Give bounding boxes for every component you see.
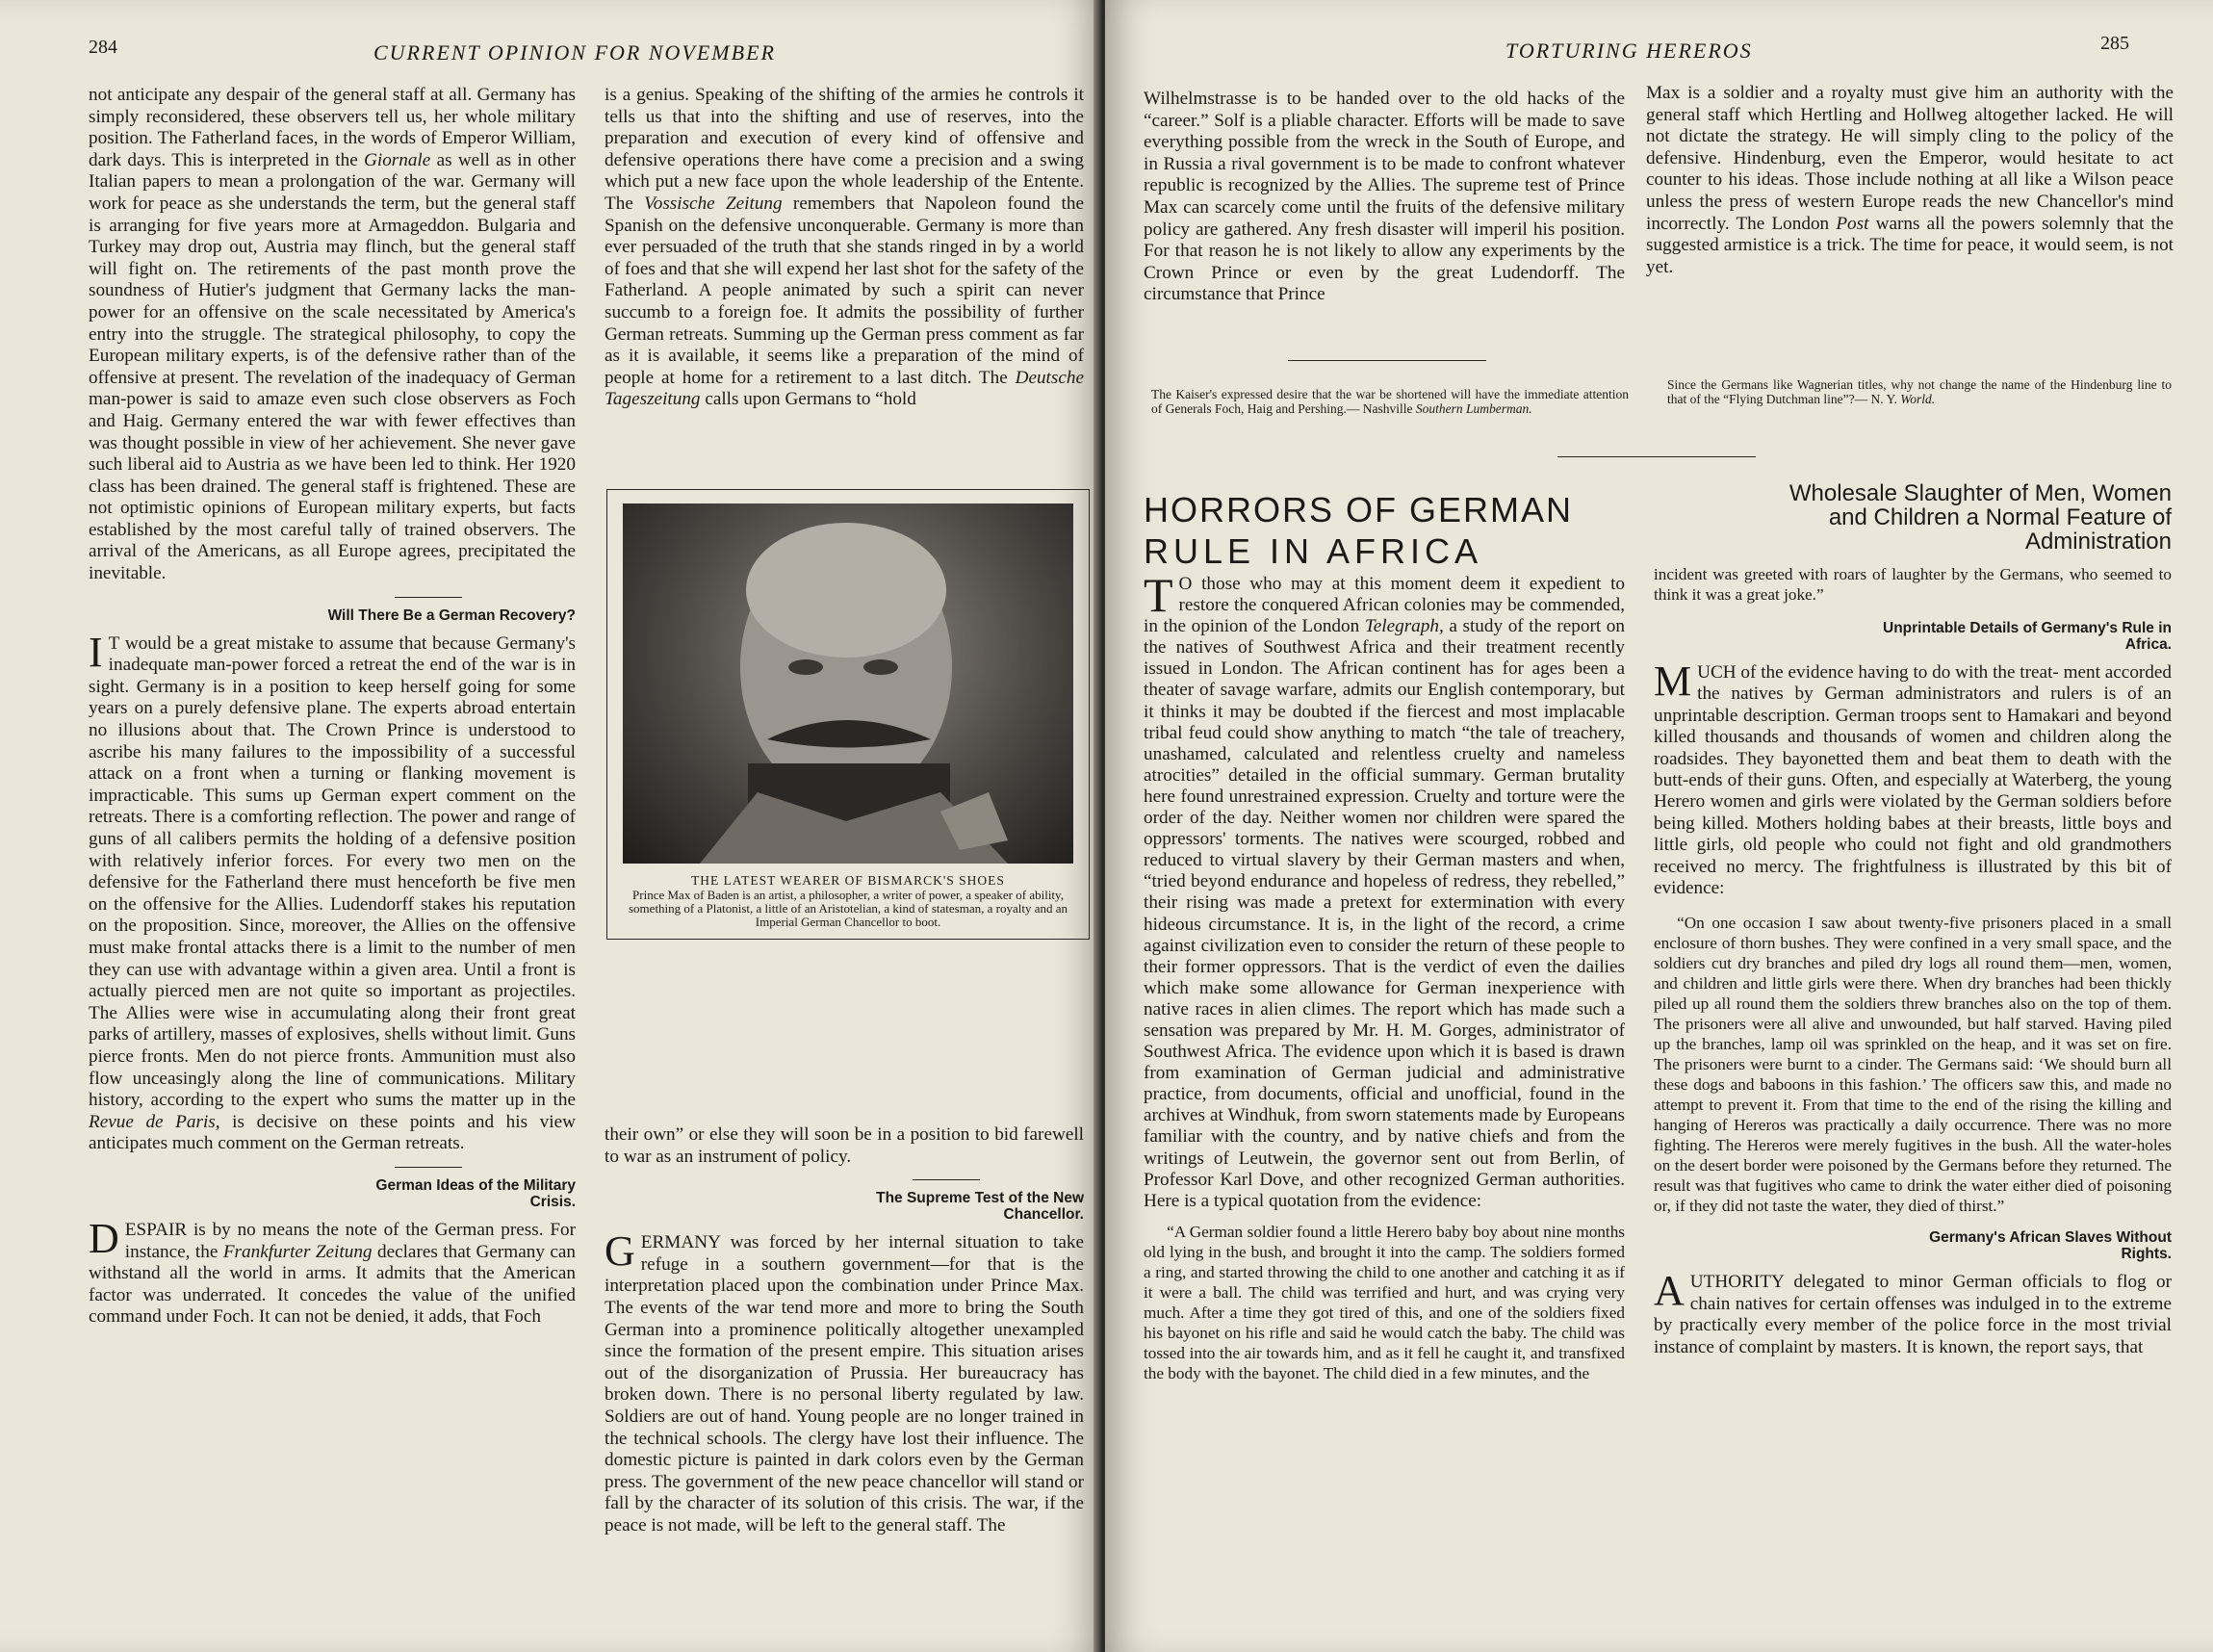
article-title-line-1: HORRORS OF GERMAN (1144, 490, 1574, 529)
page-number: 285 (2100, 33, 2129, 54)
portrait-frame (606, 489, 1090, 940)
column-left-2 (605, 85, 1084, 411)
article-title-line-2: RULE IN AFRICA (1144, 531, 1483, 571)
column-right-1 (1144, 568, 1625, 1383)
portrait-illustration (623, 503, 1073, 864)
section-rule (913, 1179, 980, 1180)
column-left-2-lower (605, 1124, 1084, 1537)
page-number: 284 (89, 37, 117, 58)
paragraph: T O those who may at this moment deem it expedient to restore the conquered African colonies may be commended, in the opinion of the London Telegraph, a study of the report on the natives of Southwest Africa and their treatment recently issued in London. The African continent has for ages been a theater of savage warfare, admits our English contemporary, but it thinks it may be doubted if the fiercest and most implacable tribal feud could show anything to match “the tale of treachery, unashamed, calculated and relentless cruelty and nameless atrocities” detailed in the official summary. German brutality here found unrestrained expression. Cruelty and torture were the order of the day. Neither women nor children were spared the oppressors' torments. The natives were scourged, robbed and reduced to virtual slavery by their German masters and when, “tried beyond endurance and hopeless of redress, they rebelled,” their rising was made a pretext for extermination with every hideous circumstance. It is, in the light of the record, a crime against civilization even to consider the return of these people to their former oppressors. That is the verdict of even the dailies which make some allowance for German inexperience with native races in alien climes. The report which has made such a sensation was prepared by Mr. H. M. Gorges, administrator of Southwest Africa. The evidence upon which it is based is drawn from examination of German judicial and administrative practice, from documents, official and unofficial, found in the archives at Windhuk, from sworn statements made by Europeans familiar with the country, and by native chiefs and from the writings of Leutwein, the governor sent out from Berlin, of Professor Karl Dove, and other recognized German authorities. Here is a typical quotation from the evidence: (1144, 568, 1625, 1211)
section-subhead: Unprintable Details of Germany's Rule in Africa. (1883, 620, 2172, 653)
drop-cap: D (89, 1214, 119, 1262)
portrait-photo (623, 503, 1073, 864)
section-rule (395, 1167, 462, 1168)
left-page (0, 0, 1101, 1652)
paragraph: GERMANY was forced by her internal situation to take refuge in a southern government—for that is the interpretation placed upon the combination under Prince Max. The events of the war tend more and more to bring the South German into a prominence politically altogether unexampled since the formation of the present empire. This situation arises out of the disorganization of Prussia. Her bureaucracy has broken down. There is no personal liberty regulated by law. Soldiers are out of hand. Young people are no longer trained in the technical schools. The clergy have lost their influence. The domestic picture is painted in dark colors even by the German press. The government of the new peace chancellor will stand or fall by the character of its solution of this crisis. The war, if the peace is not made, will be left to the general staff. The (605, 1227, 1084, 1536)
paragraph: AUTHORITY delegated to minor German officials to flog or chain natives for certain offenses was indulged in to the extreme by practically every member of the police force in the most trivial instance of complaint by masters. It is known, the report says, that (1654, 1267, 2172, 1357)
paragraph: I T would be a great mistake to assume that because Germany's inadequate man-power forced a retreat the end of the war is in sight. Germany is in a position to keep herself going for some years on a purely defensive plane. The experts abroad entertain no illusions about that. The Crown Prince is understood to ascribe his many failures to the impossibility of a successful attack on a front when a turning or flanking movement is impracticable. This sums up German expert comment on the retreats. There is a comforting reflection. The power and range of guns of all calibers permits the holding of a defensive position with relatively inferior forces. For every two men on the defensive for the Fatherland there must henceforth be five men on the offensive for the Allies. Ludendorff stakes his reputation on the proposition. Since, moreover, the Allies on the offensive must make frontal attacks there is a limit to the number of men they can use with advantage within a given area. Until a front is actually pierced men are not quite so important as projectiles. The Allies were wise in accumulating along their front great parks of artillery, masses of explosives, shells without limit. Guns pierce fronts. Men do not pierce fronts. Ammunition must also flow unceasingly along the line of communications. Military history, according to the expert who sums the matter up in the Revue de Paris, is decisive on these points and his view anticipates much comment on the German retreats. (89, 628, 576, 1154)
quote-block: “On one occasion I saw about twenty-five prisoners placed in a small enclosure of thorn bushes. They were confined in a very small space, and the soldiers cut dry branches and piled dry logs all round them—men, women, and children and little girls were there. When dry branches had been thickly piled up all round them the soldiers threw branches also on the top of them. The prisoners were all alive and unwounded, but half starved. Having piled up the branches, lamp oil was sprinkled on the heap, and it was set on fire. The prisoners were burnt to a cinder. The Germans said: ‘We should burn all these dogs and baboons in this fashion.’ The officers saw this, and made no attempt to prevent it. From that time to the end of the rising the killing and hanging of Hereros was practically a daily occurrence. There was no more fighting. The Hereros were merely fugitives in the bush. All the water-holes on the desert border were poisoned by the Germans before they returned. The result was that fugitives who came to drink the water either died of poisoning or, if they did not taste the water, they died of thirst.” (1654, 914, 2172, 1216)
drop-cap: G (605, 1227, 635, 1276)
article-title (1144, 489, 1625, 572)
paragraph: Wilhelmstrasse is to be handed over to the old hacks of the “career.” Solf is a pliable character. Efforts will be made to save everything possible from the wreck in the South of Europe, and in Russia a rival government is to be made to confront whatever republic is recognized by the Allies. The supreme test of Prince Max can scarcely come until the fruits of the defensive military policy are gathered. Any fresh disaster will imperil his position. For that reason he is not likely to allow any experiments by the Crown Prince or even by the great Ludendorff. The circumstance that Prince (1144, 89, 1625, 305)
photo-caption-text: Prince Max of Baden is an artist, a philosopher, a writer of power, a speaker of ability, something of a Platonist, a little of an Aristotelian, a kind of statesman, a royalty and an Imperial German Chancellor to boot. (629, 888, 1068, 929)
section-subhead: German Ideas of the Military Crisis. (375, 1176, 576, 1210)
right-page (1105, 0, 2213, 1652)
running-head: CURRENT OPINION FOR NOVEMBER (373, 40, 776, 65)
paragraph: is a genius. Speaking of the shifting of the armies he controls it tells us that into the shifting and use of reserves, into the preparation and execution of every kind of offensive and defensive operations there have come a precision and a swing which put a new face upon the whole leadership of the Entente. The Vossische Zeitung remembers that Napoleon found the Spanish on the defensive unconquerable. Germany is more than ever persuaded of the truth that she stands ringed in by a world of foes and that she will expend her last shot for the safety of the Fatherland. A people animated by such a spirit can never succumb to a foreign foe. It admits the possibility of further German retreats. Summing up the German press comment as far as it is available, it seems like a preparation of the mind of people at home for a retirement to a last ditch. The Deutsche Tageszeitung calls upon Germans to “hold (605, 85, 1084, 410)
drop-cap: I (89, 628, 103, 676)
column-right-top-2 (1646, 83, 2174, 278)
paragraph: their own” or else they will soon be in a position to bid farewell to war as an instrument of policy. (605, 1124, 1084, 1167)
column-right-top-1 (1144, 89, 1625, 306)
section-subhead: Will There Be a German Recovery? (327, 607, 576, 624)
filler-note-2: Since the Germans like Wagnerian titles, why not change the name of the Hindenburg line to that of the “Flying Dutchman line”?— N. Y. World. (1667, 377, 2172, 406)
paragraph: not anticipate any despair of the general staff at all. Germany has simply reconsidered, these observers tell us, her whole military position. The Fatherland faces, in the words of Emperor William, dark days. This is interpreted in the Giornale as well as in other Italian papers to mean a prolongation of the war. Germany will work for peace as she understands the term, but the general staff is arranging for five years more at Armageddon. Bulgaria and Turkey may drop out, Austria may flinch, but the general staff will fight on. The retirements of the past month prove the soundness of Hutier's judgment that Germany lacks the man-power for an offensive on the scale necessitated by America's entry into the struggle. The strategical philosophy, to copy the European military experts, is of the defensive rather than of the offensive at present. The revelation of the inadequacy of German man-power is said to amaze even such close observers as Foch and Haig. Germany entered the war with fewer effectives than was thought possible in view of her achievement. She never gave such liberal aid to Austria as we have been led to think. Her 1920 class has been drained. The general staff is frightened. These are not optimistic opinions of European military experts, but facts established by the most careful tally of trained observers. The arrival of the Americans, as all Europe agrees, precipitated the inevitable. (89, 85, 577, 584)
section-subhead: Germany's African Slaves Without Rights. (1929, 1229, 2172, 1263)
article-deck: Wholesale Slaughter of Men, Women and Children a Normal Feature of Administration (1788, 480, 2172, 555)
filler-note-1: The Kaiser's expressed desire that the war be shortened will have the immediate attention of Generals Foch, Haig and Pershing.— Nashville Southern Lumberman. (1151, 387, 1629, 416)
paragraph: DESPAIR is by no means the note of the German press. For instance, the Frankfurter Zeitung declares that Germany can withstand all the world in arms. It admits that the American factor was underrated. It concedes the value of the unified command under Foch. It can not be denied, it adds, that Foch (89, 1214, 577, 1328)
quote-continuation: incident was greeted with roars of laughter by the Germans, who seemed to think it was a great joke.” (1654, 565, 2172, 604)
section-subhead: The Supreme Test of the New Chancellor. (876, 1190, 1084, 1224)
drop-cap: M (1654, 658, 1692, 705)
filler-rule (1557, 456, 1756, 457)
photo-caption-title: THE LATEST WEARER OF BISMARCK'S SHOES (691, 873, 1005, 888)
column-left-1 (89, 85, 576, 1329)
paragraph: MUCH of the evidence having to do with the treat- ment accorded the natives by German administrators and rulers is of an unprintable description. German troops sent to Hamakari and beyond killed thousands and thousands of women and children along the roadsides. They bayonetted them and beat them to death with the butt-ends of their guns. Often, and especially at Waterberg, the young Herero women and girls were violated by the German soldiers before being killed. Mothers holding babes at their breasts, little boys and little girls, old people who could not fight and old grandmothers received no mercy. The frightfulness is illustrated by this bit of evidence: (1654, 658, 2173, 899)
column-right-2 (1654, 564, 2172, 1358)
running-head: TORTURING HEREROS (1505, 39, 1753, 63)
paragraph: Max is a soldier and a royalty must give him an authority with the general staff which Hertling and Hollweg altogether lacked. He will not dictate the strategy. He will simply cling to the policy of the defensive. Hindenburg, even the Emperor, would hesitate to act counter to his ideas. Those include nothing at all like a Wilson peace unless the press of western Europe reads the new Chancellor's mind incorrectly. The London Post warns all the powers solemnly that the suggested armistice is a trick. The time for peace, it would seem, is not yet. (1646, 83, 2174, 277)
section-rule (395, 597, 462, 598)
drop-cap: A (1654, 1267, 1685, 1315)
quote-block: “A German soldier found a little Herero baby boy about nine months old lying in the bush, and brought it into the camp. The soldiers formed a ring, and started throwing the child to one another and catching it as if it were a ball. The child was terrified and hurt, and was crying very much. After a time they got tired of this, and one of the soldiers fixed his bayonet on his rifle and said he would catch the baby. The child was tossed into the air towards him, and as it fell he caught it, and transfixed the body with the bayonet. The child died in a few minutes, and the (1144, 1222, 1625, 1382)
drop-cap: T (1144, 568, 1173, 622)
filler-rule (1288, 360, 1486, 361)
